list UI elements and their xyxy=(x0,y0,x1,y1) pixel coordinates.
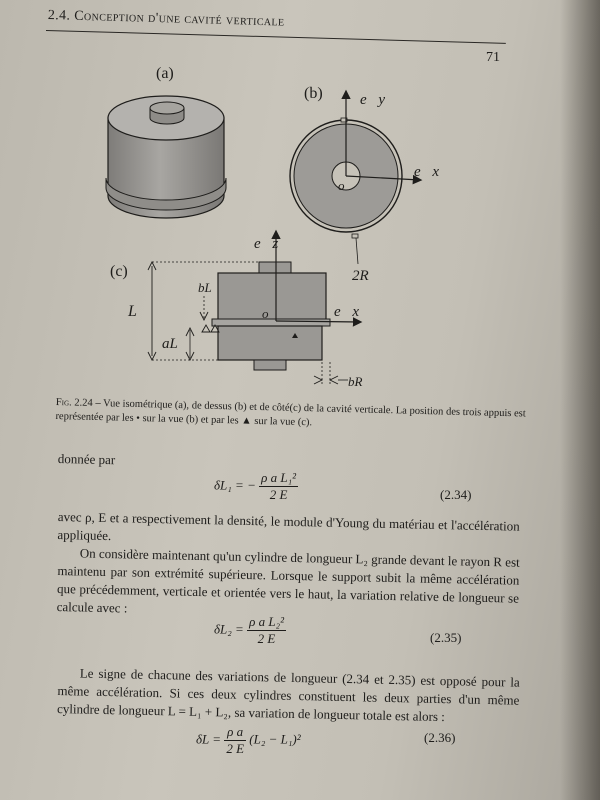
panel-a-label: (a) xyxy=(156,65,174,82)
axis-ez-label: e⃗z xyxy=(254,236,279,252)
eq2-lhs: δL₂ = xyxy=(214,621,244,637)
panel-c-side-view xyxy=(110,232,363,389)
running-head: 2.4. Conception d'une cavité verticale xyxy=(47,8,285,30)
equation-number-2-34: (2.34) xyxy=(440,487,472,502)
axis-ey-label: e⃗y xyxy=(360,92,385,108)
origin-label-b: o xyxy=(338,178,345,193)
equation-number-2-36: (2.36) xyxy=(424,730,456,745)
panel-a-isometric-view xyxy=(106,65,226,218)
equation-2-35 xyxy=(214,614,286,647)
length-l-label: L xyxy=(128,303,137,320)
eq3-numerator: ρ a xyxy=(224,724,246,741)
eq3-denominator: 2 E xyxy=(226,741,245,756)
equation-2-34 xyxy=(214,470,298,503)
paragraph-intro: donnée par xyxy=(57,450,116,468)
eq2-denominator: 2 E xyxy=(257,631,276,646)
eq1-lhs: δL₁ = − xyxy=(214,477,256,493)
paragraph-definitions: avec ρ, E et a respectivement la densité, le module d'Young du matériau et l'accélération appliquée. xyxy=(57,508,520,544)
diameter-label: 2R xyxy=(352,268,369,284)
panel-b-label: (b) xyxy=(304,85,323,102)
caption-text: – Vue isométrique (a), de dessus (b) et de côté(c) de la cavité verticale. La position des trois appuis est représentée par les • sur la vue (b) et par les ▲ sur la vue (c). xyxy=(55,397,526,429)
origin-label-c: o xyxy=(262,306,269,321)
figure-caption xyxy=(55,396,526,435)
equation-2-36 xyxy=(196,724,301,757)
eq2-fraction xyxy=(247,614,286,647)
eq1-numerator: ρ a L₁² xyxy=(261,470,296,485)
axis-ex-label-c: e⃗x xyxy=(334,304,359,320)
equation-number-2-35: (2.35) xyxy=(430,630,462,645)
a-l-label: aL xyxy=(162,336,178,352)
eq3-rhs: (L₂ − L₁)² xyxy=(249,731,301,747)
eq1-fraction xyxy=(259,470,298,503)
paragraph-second-cylinder: On considère maintenant qu'un cylindre de longueur L₂ grande devant le rayon R est maintenu par son extrémité supérieure. Lorsque le support subit la même accélération que précédemment, verticale et orientée vers le haut, la variation relative de longueur se calcule avec : xyxy=(56,545,520,616)
page-number: 71 xyxy=(486,50,500,65)
b-r-label: bR xyxy=(348,374,363,389)
eq2-numerator: ρ a L₂² xyxy=(249,614,284,629)
caption-label: Fig. 2.24 xyxy=(55,396,93,409)
axis-ex-label-b: e⃗x xyxy=(414,164,439,180)
paragraph-total-variation: Le signe de chacune des variations de longueur (2.34 et 2.35) est opposé pour la même accélération. Si ces deux cylindres constituent les deux parties d'un même cylindre de longueur L = L₁ + L₂, sa variation de longueur totale est alors : xyxy=(56,665,520,725)
eq1-denominator: 2 E xyxy=(269,487,288,502)
eq3-fraction xyxy=(224,724,246,757)
panel-b-top-view xyxy=(290,85,439,284)
eq3-lhs: δL = xyxy=(196,731,222,747)
panel-c-label: (c) xyxy=(110,263,128,280)
b-l-label: bL xyxy=(198,280,212,295)
